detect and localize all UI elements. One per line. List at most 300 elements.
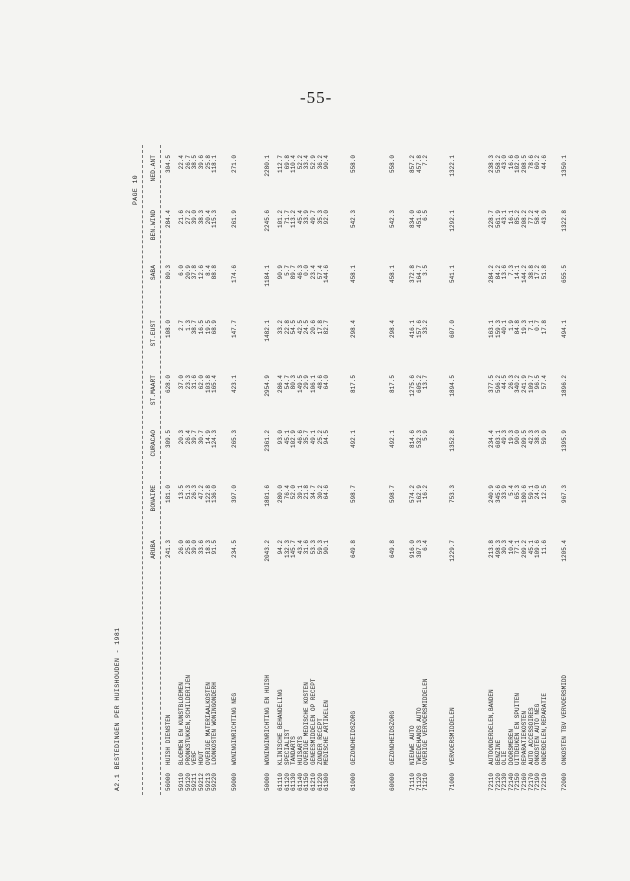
row-label: HUISH DIENSTEN	[165, 714, 172, 765]
cell-value: 241.3	[165, 540, 172, 559]
cell-value: 52.2	[296, 155, 304, 170]
cell-value: 113.2	[290, 210, 298, 229]
header-rule-bottom	[160, 145, 161, 795]
cell-value: 12.5	[540, 485, 548, 500]
row-label: KLINISCHE BEHANDELING	[277, 689, 285, 765]
cell-value: 39.6	[197, 155, 205, 170]
cell-value: 88.8	[211, 265, 219, 280]
row-code: 72210	[540, 772, 548, 791]
cell-value: 49.3	[501, 430, 509, 445]
blank-line	[463, 145, 470, 795]
cell-value: 78.6	[527, 155, 535, 170]
cell-value: 19.3	[507, 430, 515, 445]
cell-value: 26.3	[507, 375, 515, 390]
cell-value: 77.1	[514, 540, 522, 555]
row-label: GEZONDHEIDSZORG	[389, 710, 397, 765]
cell-value: 29.9	[303, 375, 311, 390]
cell-value: 54.5	[290, 320, 298, 335]
row-code: 71000	[448, 772, 456, 791]
row-label: ZONDER RECEPT	[316, 718, 324, 765]
cell-value: 109.6	[534, 540, 542, 559]
cell-value: 240.9	[488, 485, 496, 504]
cell-value: 37.0	[178, 375, 186, 390]
cell-value: 814.6	[408, 430, 416, 449]
row-label: GEZONDHEIDSZORG	[349, 710, 357, 765]
cell-value: 834.0	[408, 210, 416, 229]
cell-value: 213.8	[488, 540, 496, 559]
cell-value: 102.9	[290, 430, 298, 449]
cell-value: 52.9	[310, 155, 318, 170]
cell-value: 234.4	[488, 430, 496, 449]
cell-value: 340.2	[514, 375, 522, 394]
blank-line	[364, 145, 371, 795]
cell-value: 48.6	[316, 375, 324, 390]
cell-value: 16.5	[197, 320, 205, 335]
cell-value: 20.6	[310, 320, 318, 335]
cell-value: 40.1	[501, 320, 509, 335]
cell-value: 90.0	[514, 430, 522, 445]
row-label: OVERIGE MEDISCHE KOSTEN	[303, 682, 311, 765]
cell-value: 558.0	[349, 155, 357, 174]
cell-value: 90.1	[323, 540, 331, 555]
cell-value: 1275.6	[408, 375, 416, 397]
cell-value: 1894.5	[448, 375, 456, 397]
cell-value: 209.5	[521, 430, 529, 449]
cell-value: 1482.1	[263, 320, 271, 342]
cell-value: 46.6	[296, 430, 304, 445]
table-row	[291, 145, 298, 795]
row-code: 59220	[211, 772, 219, 791]
cell-value: 90.4	[323, 155, 331, 170]
cell-value: 5.7	[283, 265, 291, 276]
cell-value: 492.1	[389, 430, 397, 449]
row-code: 71120	[415, 772, 423, 791]
cell-value: 280.0	[277, 485, 285, 504]
cell-value: 3.5	[422, 265, 430, 276]
row-code: 50000	[263, 772, 271, 791]
row-label: WONINGINRICHTING NEG	[230, 692, 238, 765]
cell-value: 5.4	[507, 485, 515, 496]
cell-value: 397.0	[230, 485, 238, 504]
cell-value: 43.0	[501, 155, 509, 170]
cell-value: 655.5	[560, 265, 568, 284]
cell-value: 27.2	[184, 210, 192, 225]
cell-value: 80.3	[165, 265, 172, 280]
cell-value: 164.7	[415, 265, 423, 284]
cell-value: 39.1	[296, 485, 304, 500]
cell-value: 16.1	[507, 210, 515, 225]
column-header: ST.EUST	[150, 320, 157, 347]
cell-value: 35.7	[303, 430, 311, 445]
cell-value: 42.5	[296, 320, 304, 335]
cell-value: 541.1	[448, 265, 456, 284]
cell-value: 102.0	[514, 155, 522, 174]
cell-value: 24.5	[303, 320, 311, 335]
cell-value: 30.2	[316, 485, 324, 500]
row-code: 61150	[303, 772, 311, 791]
cell-value: 33.2	[277, 320, 285, 335]
cell-value: 857.2	[408, 155, 416, 174]
cell-value: 26.3	[191, 485, 199, 500]
cell-value: 49.1	[310, 430, 318, 445]
cell-value: 43.1	[501, 210, 509, 225]
row-label: VERF	[191, 750, 199, 765]
cell-value: 304.5	[165, 155, 172, 174]
cell-value: 51.8	[540, 265, 548, 280]
cell-value: 31.6	[191, 375, 199, 390]
cell-value: 132.3	[283, 540, 291, 559]
row-code: 72130	[501, 772, 509, 791]
cell-value: 261.9	[230, 210, 238, 229]
cell-value: 94.2	[277, 540, 285, 555]
cell-value: 26.4	[184, 430, 192, 445]
row-code: 61220	[316, 772, 324, 791]
cell-value: 1322.8	[560, 210, 568, 232]
cell-value: 82.7	[323, 320, 331, 335]
cell-value: 25.8	[204, 155, 212, 170]
cell-value: 23.4	[310, 265, 318, 280]
row-code: 56000	[165, 772, 172, 791]
cell-value: 64.6	[323, 485, 331, 500]
table-row	[529, 145, 536, 795]
cell-value: 39.0	[191, 540, 199, 555]
cell-value: 35.3	[316, 210, 324, 225]
cell-value: 76.4	[283, 485, 291, 500]
row-code: 59000	[230, 772, 238, 791]
cell-value: 22.4	[178, 155, 186, 170]
cell-value: 1.3	[184, 320, 192, 331]
cell-value: 33.6	[197, 540, 205, 555]
cell-value: 49.7	[310, 210, 318, 225]
cell-value: 21.6	[178, 210, 186, 225]
cell-value: 42.3	[527, 430, 535, 445]
row-label: LOONKOSTEN WONINGONDERH	[211, 682, 219, 765]
cell-value: 7.2	[422, 155, 430, 166]
table-row	[192, 145, 199, 795]
row-code: 61110	[277, 772, 285, 791]
cell-value: 209.2	[521, 540, 529, 559]
cell-value: 558.0	[389, 155, 397, 174]
cell-value: 377.5	[488, 375, 496, 394]
blank-line	[344, 145, 351, 795]
cell-value: 45.1	[283, 430, 291, 445]
row-label: GENEESMIDDELEN OP RECEPT	[310, 678, 318, 765]
table-row	[285, 145, 292, 795]
cell-value: 271.0	[230, 155, 238, 174]
row-label: ONDERDELEN,REPARATIE	[540, 692, 548, 765]
table-row	[166, 145, 173, 795]
row-label: DOORSMEREN	[507, 728, 515, 765]
column-header: CURACAO	[150, 430, 157, 457]
row-label: NIEUWE AUTO	[408, 725, 416, 765]
cell-value: 26.7	[184, 155, 192, 170]
row-code: 61300	[323, 772, 331, 791]
cell-value: 19.3	[521, 320, 529, 335]
cell-value: 122.8	[204, 485, 212, 504]
row-code: 59110	[178, 772, 186, 791]
cell-value: 38.7	[191, 320, 199, 335]
cell-value: 68.9	[211, 320, 219, 335]
blank-line	[403, 145, 410, 795]
row-code: 72170	[527, 772, 535, 791]
row-label: TWEEDEHANDS AUTO	[415, 707, 423, 765]
cell-value: 93.0	[277, 430, 285, 445]
cell-value: 39.0	[191, 210, 199, 225]
cell-value: 286.4	[277, 375, 285, 394]
cell-value: 165.4	[211, 375, 219, 394]
cell-value: 96.5	[534, 375, 542, 390]
cell-value: 38.8	[527, 265, 535, 280]
table-row	[542, 145, 549, 795]
cell-value: 628.0	[165, 375, 172, 394]
cell-value: 109.7	[527, 375, 535, 394]
cell-value: 2043.2	[263, 540, 271, 562]
cell-value: 596.2	[494, 375, 502, 394]
table-row	[318, 145, 325, 795]
row-label: HUISARTS	[296, 736, 304, 765]
cell-value: 574.2	[408, 485, 416, 504]
blank-line	[337, 145, 344, 795]
row-label: VERVOERSMIDDELEN	[448, 707, 456, 765]
cell-value: 492.1	[349, 430, 357, 449]
table-row	[186, 145, 193, 795]
cell-value: 43.4	[296, 540, 304, 555]
cell-value: 967.3	[560, 485, 568, 504]
blank-line	[370, 145, 377, 795]
cell-value: 53.3	[310, 540, 318, 555]
cell-value: 57.4	[316, 265, 324, 280]
cell-value: 25.2	[316, 430, 324, 445]
cell-value: 36.2	[316, 155, 324, 170]
cell-value: 542.3	[349, 210, 357, 229]
cell-value: 605.2	[415, 375, 423, 394]
cell-value: 1896.2	[560, 375, 568, 397]
cell-value: 44.6	[540, 155, 548, 170]
cell-value: 265.3	[230, 430, 238, 449]
cell-value: 649.8	[389, 540, 397, 559]
cell-value: 542.3	[389, 210, 397, 229]
cell-value: 37.8	[191, 265, 199, 280]
table-row	[423, 145, 430, 795]
cell-value: 1350.1	[560, 155, 568, 177]
cell-value: 17.2	[534, 265, 542, 280]
cell-value: 16.2	[422, 485, 430, 500]
cell-value: 11.6	[540, 540, 548, 555]
cell-value: 43.9	[540, 210, 548, 225]
table-row	[496, 145, 503, 795]
cell-value: 59.3	[316, 540, 324, 555]
cell-value: 45.4	[296, 210, 304, 225]
cell-value: 30.3	[501, 540, 509, 555]
cell-value: 238.3	[488, 155, 496, 174]
cell-value: 39.7	[191, 430, 199, 445]
table-row	[562, 145, 569, 795]
row-label: HOUT	[197, 750, 205, 765]
cell-value: 603.1	[494, 430, 502, 449]
cell-value: 38.5	[191, 155, 199, 170]
row-code: 61210	[310, 772, 318, 791]
blank-line	[252, 145, 259, 795]
cell-value: 136.0	[211, 485, 219, 504]
blank-line	[443, 145, 450, 795]
cell-value: 2245.6	[263, 210, 271, 232]
cell-value: 90.9	[277, 265, 285, 280]
cell-value: 157.6	[415, 320, 423, 339]
blank-line	[357, 145, 364, 795]
cell-value: 1395.9	[560, 430, 568, 452]
cell-value: 62.0	[197, 375, 205, 390]
cell-value: 458.1	[349, 265, 357, 284]
cell-value: 18.3	[204, 540, 212, 555]
cell-value: 147.7	[230, 320, 238, 339]
cell-value: 89.7	[290, 265, 298, 280]
cell-value: 80.3	[290, 375, 298, 390]
cell-value: 13.5	[178, 485, 186, 500]
cell-value: 817.5	[349, 375, 357, 394]
cell-value: 57.4	[540, 375, 548, 390]
cell-value: 20.3	[178, 430, 186, 445]
row-code: 72140	[507, 772, 515, 791]
cell-value: 58.4	[534, 210, 542, 225]
blank-line	[245, 145, 252, 795]
cell-value: 65.3	[514, 485, 522, 500]
cell-value: 91.5	[211, 540, 219, 555]
table-row	[351, 145, 358, 795]
row-label: AUTOONDERDELEN,BANDEN	[488, 689, 496, 765]
cell-value: 20.4	[204, 210, 212, 225]
row-label: AUTO ACCESSOIRES	[527, 707, 535, 765]
blank-line	[219, 145, 226, 795]
cell-value: 52.0	[290, 485, 298, 500]
row-code: 71210	[422, 772, 430, 791]
cell-value: 241.9	[521, 375, 529, 394]
blank-line	[469, 145, 476, 795]
row-label: OVERIGE VERVOERSMIDDELEN	[422, 678, 430, 765]
cell-value: 103.8	[204, 375, 212, 394]
table-row	[232, 145, 239, 795]
cell-value: 1352.8	[448, 430, 456, 452]
row-code: 72150	[514, 772, 522, 791]
cell-value: 54.7	[283, 375, 291, 390]
cell-value: 1229.7	[448, 540, 456, 562]
blank-line	[331, 145, 338, 795]
table-row	[450, 145, 457, 795]
cell-value: 2.7	[178, 320, 186, 331]
cell-value: 180.6	[521, 485, 529, 504]
blank-line	[548, 145, 555, 795]
cell-value: 14.9	[204, 430, 212, 445]
row-code: 61140	[296, 772, 304, 791]
cell-value: 8.4	[204, 265, 212, 276]
cell-value: 163.1	[488, 320, 496, 339]
table-row	[324, 145, 331, 795]
row-label: WONINGINRICHTING EN HUISH	[263, 674, 271, 765]
column-header: SABA	[150, 265, 157, 281]
cell-value: 607.0	[448, 320, 456, 339]
table-row	[410, 145, 417, 795]
cell-value: 817.5	[389, 375, 397, 394]
cell-value: 44.5	[501, 375, 509, 390]
cell-value: 106.1	[310, 375, 318, 394]
cell-value: 423.1	[230, 375, 238, 394]
column-header: BEN.WIND	[150, 210, 157, 241]
cell-value: 753.3	[448, 485, 456, 504]
table-row	[502, 145, 509, 795]
blank-line	[456, 145, 463, 795]
table-row	[489, 145, 496, 795]
cell-value: 60.2	[534, 155, 542, 170]
cell-value: 84.2	[494, 265, 502, 280]
row-code: 72120	[494, 772, 502, 791]
row-label: UITDEUKEN EN SPUITEN	[514, 692, 522, 765]
cell-value: 284.2	[488, 265, 496, 284]
cell-value: 31.6	[303, 540, 311, 555]
row-code: 72110	[488, 772, 496, 791]
column-header-row	[150, 145, 158, 795]
cell-value: 64.0	[323, 375, 331, 390]
cell-value: 451.6	[415, 210, 423, 229]
cell-value: 59.1	[527, 485, 535, 500]
cell-value: 2954.9	[263, 375, 271, 397]
cell-value: 92.0	[323, 210, 331, 225]
cell-value: 16.6	[507, 155, 515, 170]
table-row	[522, 145, 529, 795]
cell-value: 1322.1	[448, 155, 456, 177]
cell-value: 1292.1	[448, 210, 456, 232]
cell-value: 1801.6	[263, 485, 271, 507]
row-code: 61000	[349, 772, 357, 791]
row-code: 59213	[204, 772, 212, 791]
cell-value: 1184.1	[263, 265, 271, 287]
cell-value: 309.5	[165, 430, 172, 449]
rotated-table-sheet	[110, 145, 568, 795]
row-label: OLIE	[501, 750, 509, 765]
cell-value: 298.4	[349, 320, 357, 339]
cell-value: 17.8	[316, 320, 324, 335]
blank-line	[436, 145, 443, 795]
cell-value: 12.6	[197, 265, 205, 280]
blank-line	[397, 145, 404, 795]
cell-value: 51.3	[184, 485, 192, 500]
cell-value: 0.0	[303, 265, 311, 276]
cell-value: 598.7	[389, 485, 397, 504]
row-code: 72160	[521, 772, 529, 791]
row-label: REPARATIEKOSTEN	[521, 710, 529, 765]
cell-value: 118.1	[211, 155, 219, 174]
column-header: ARUBA	[150, 540, 157, 559]
cell-value: 2361.2	[263, 430, 271, 452]
table-row	[390, 145, 397, 795]
cell-value: 38.3	[534, 430, 542, 445]
cell-value: 22.8	[283, 320, 291, 335]
blank-line	[377, 145, 384, 795]
cell-value: 33.9	[501, 485, 509, 500]
cell-value: 33.2	[422, 320, 430, 335]
row-label: OVERIGE MATERIAALKOSTEN	[204, 682, 212, 765]
cell-value: 298.4	[389, 320, 397, 339]
cell-value: 112.7	[277, 155, 285, 174]
row-code: 60000	[389, 772, 397, 791]
cell-value: 124.3	[211, 430, 219, 449]
cell-value: 69.8	[283, 155, 291, 170]
row-code: 59120	[184, 772, 192, 791]
cell-value: 458.1	[389, 265, 397, 284]
cell-value: 1205.4	[560, 540, 568, 562]
cell-value: 149.5	[296, 375, 304, 394]
cell-value: 5.9	[422, 430, 430, 441]
table-row	[311, 145, 318, 795]
column-header: NED.ANT	[150, 155, 157, 182]
